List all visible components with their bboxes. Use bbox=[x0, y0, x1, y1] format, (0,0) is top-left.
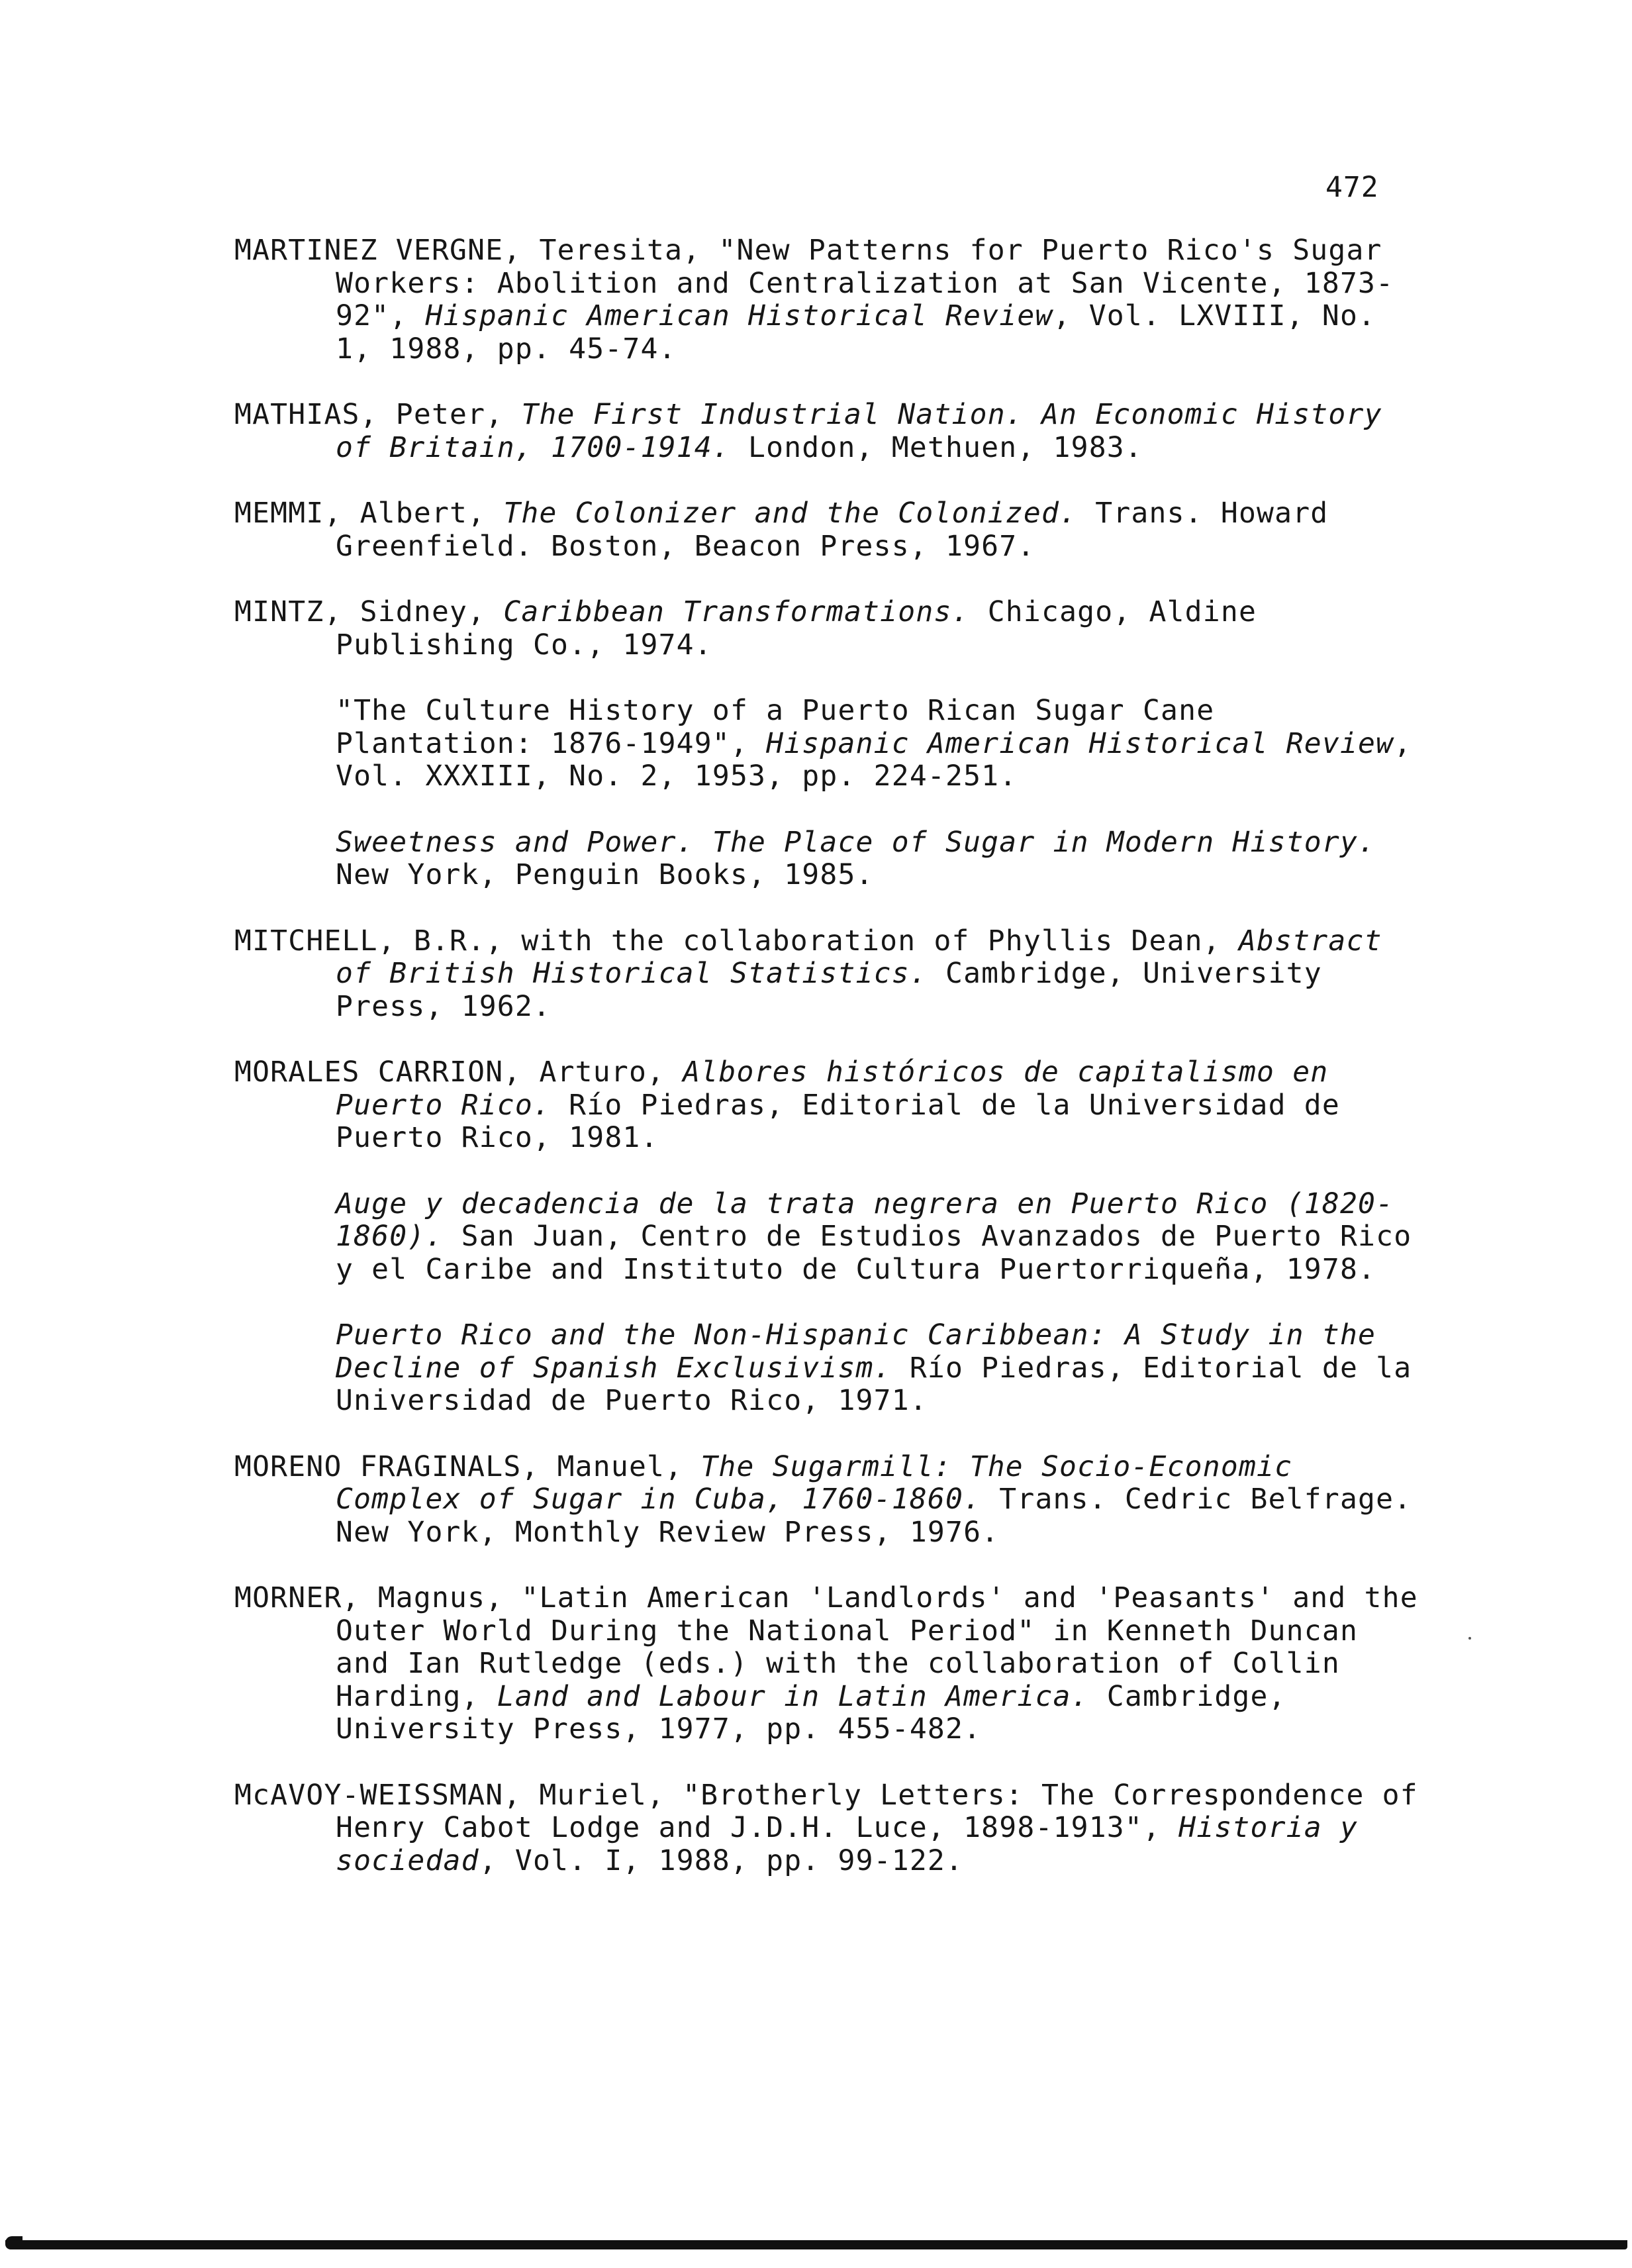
bibliography-entry bbox=[234, 925, 1426, 1024]
entry-text: , Vol. LXVIII, No. 1, 1988, pp. 45-74. bbox=[336, 299, 1394, 366]
bibliography-entry bbox=[234, 1778, 1436, 1878]
entry-title: Albores históricos de capitalismo en Puerto Rico. bbox=[336, 1056, 1347, 1122]
entry-text: New York, Penguin Books, 1985. bbox=[336, 825, 1394, 891]
entry-title: The First Industrial Nation. An Economic History of Britain, 1700-1914. bbox=[336, 398, 1400, 464]
bibliography-entry bbox=[234, 497, 1426, 563]
entry-title: Auge y decadencia de la trata negrera en Puerto Rico (1820-1860). bbox=[336, 1187, 1394, 1253]
bibliography-entry-continuation bbox=[234, 694, 1430, 793]
bibliography-entry-continuation bbox=[234, 1187, 1430, 1287]
entry-text: MINTZ, Sidney, bbox=[234, 595, 504, 628]
entry-text: McAVOY-WEISSMAN, Muriel, "Brotherly Letters: The Correspondence of Henry Cabot Lodge and J.D.H. Luce, 1898-1913", bbox=[234, 1778, 1436, 1844]
entry-text: Cambridge, University Press, 1962. bbox=[336, 957, 1340, 1023]
entry-text: , Vol. XXXIII, No. 2, 1953, pp. 224-251. bbox=[336, 726, 1430, 793]
entry-title: Hispanic American Historical Review bbox=[766, 726, 1394, 760]
entry-title: Puerto Rico and the Non-Hispanic Caribbean: A Study in the Decline of Spanish Exclusivism. bbox=[336, 1318, 1394, 1385]
entry-title: Sweetness and Power. The Place of Sugar in Modern History. bbox=[336, 825, 1376, 859]
bibliography-entry bbox=[234, 1056, 1426, 1155]
scan-speck bbox=[1468, 1637, 1471, 1640]
page-number: 472 bbox=[1325, 171, 1379, 204]
entry-text: Trans. Howard Greenfield. Boston, Beacon Press, 1967. bbox=[336, 497, 1347, 563]
bibliography-entry bbox=[234, 1450, 1430, 1550]
entry-title: Abstract of British Historical Statistics. bbox=[336, 924, 1400, 990]
entry-title: The Sugarmill: The Socio-Economic Complex of Sugar in Cuba, 1760-1860. bbox=[336, 1450, 1311, 1516]
entry-text: San Juan, Centro de Estudios Avanzados de Puerto Rico y el Caribe and Instituto de Cultura Puertorriqueña, 1978. bbox=[336, 1220, 1430, 1286]
entry-title: The Colonizer and the Colonized. bbox=[503, 497, 1078, 530]
bibliography-entry-continuation bbox=[234, 1318, 1430, 1418]
entry-text: MORNER, Magnus, "Latin American 'Landlords' and 'Peasants' and the Outer World During the National Period" in Kenneth Duncan and Ian Rutledge (eds.) with the collaboration of Collin Harding, bbox=[234, 1581, 1436, 1713]
entry-title: Historia y sociedad bbox=[336, 1811, 1376, 1877]
bibliography-entry bbox=[234, 1581, 1436, 1746]
bottom-rule bbox=[5, 2240, 1627, 2249]
bibliography-entry bbox=[234, 596, 1426, 662]
entry-text: MORENO FRAGINALS, Manuel, bbox=[234, 1450, 701, 1483]
entry-text: MATHIAS, Peter, bbox=[234, 398, 522, 431]
entry-title: Land and Labour in Latin America. bbox=[497, 1679, 1089, 1713]
bibliography-entry-continuation bbox=[234, 826, 1426, 892]
entry-text: MEMMI, Albert, bbox=[234, 497, 504, 530]
entry-text: London, Methuen, 1983. bbox=[730, 430, 1143, 464]
entry-text: Río Piedras, Editorial de la Universidad de Puerto Rico, 1971. bbox=[336, 1351, 1430, 1417]
bibliography-list bbox=[234, 234, 1436, 1910]
entry-text: MARTINEZ VERGNE, Teresita, "New Patterns for Puerto Rico's Sugar Workers: Abolition and Centralization at San Vicente, 1873-92", bbox=[234, 234, 1400, 332]
entry-text: Chicago, Aldine Publishing Co., 1974. bbox=[336, 595, 1275, 662]
entry-text: , Vol. I, 1988, pp. 99-122. bbox=[479, 1844, 964, 1877]
entry-text: MORALES CARRION, Arturo, bbox=[234, 1056, 683, 1089]
entry-title: Caribbean Transformations. bbox=[503, 595, 970, 628]
entry-title: Hispanic American Historical Review bbox=[425, 299, 1053, 332]
entry-text: Cambridge, University Press, 1977, pp. 455-482. bbox=[336, 1679, 1304, 1746]
entry-text: Trans. Cedric Belfrage. New York, Monthly Review Press, 1976. bbox=[336, 1483, 1430, 1549]
bibliography-entry bbox=[234, 399, 1426, 464]
entry-text: "The Culture History of a Puerto Rican Sugar Cane Plantation: 1876-1949", bbox=[336, 694, 1233, 760]
bibliography-entry bbox=[234, 234, 1426, 366]
entry-text: MITCHELL, B.R., with the collaboration of Phyllis Dean, bbox=[234, 924, 1239, 958]
entry-text: Río Piedras, Editorial de la Universidad de Puerto Rico, 1981. bbox=[336, 1088, 1359, 1154]
